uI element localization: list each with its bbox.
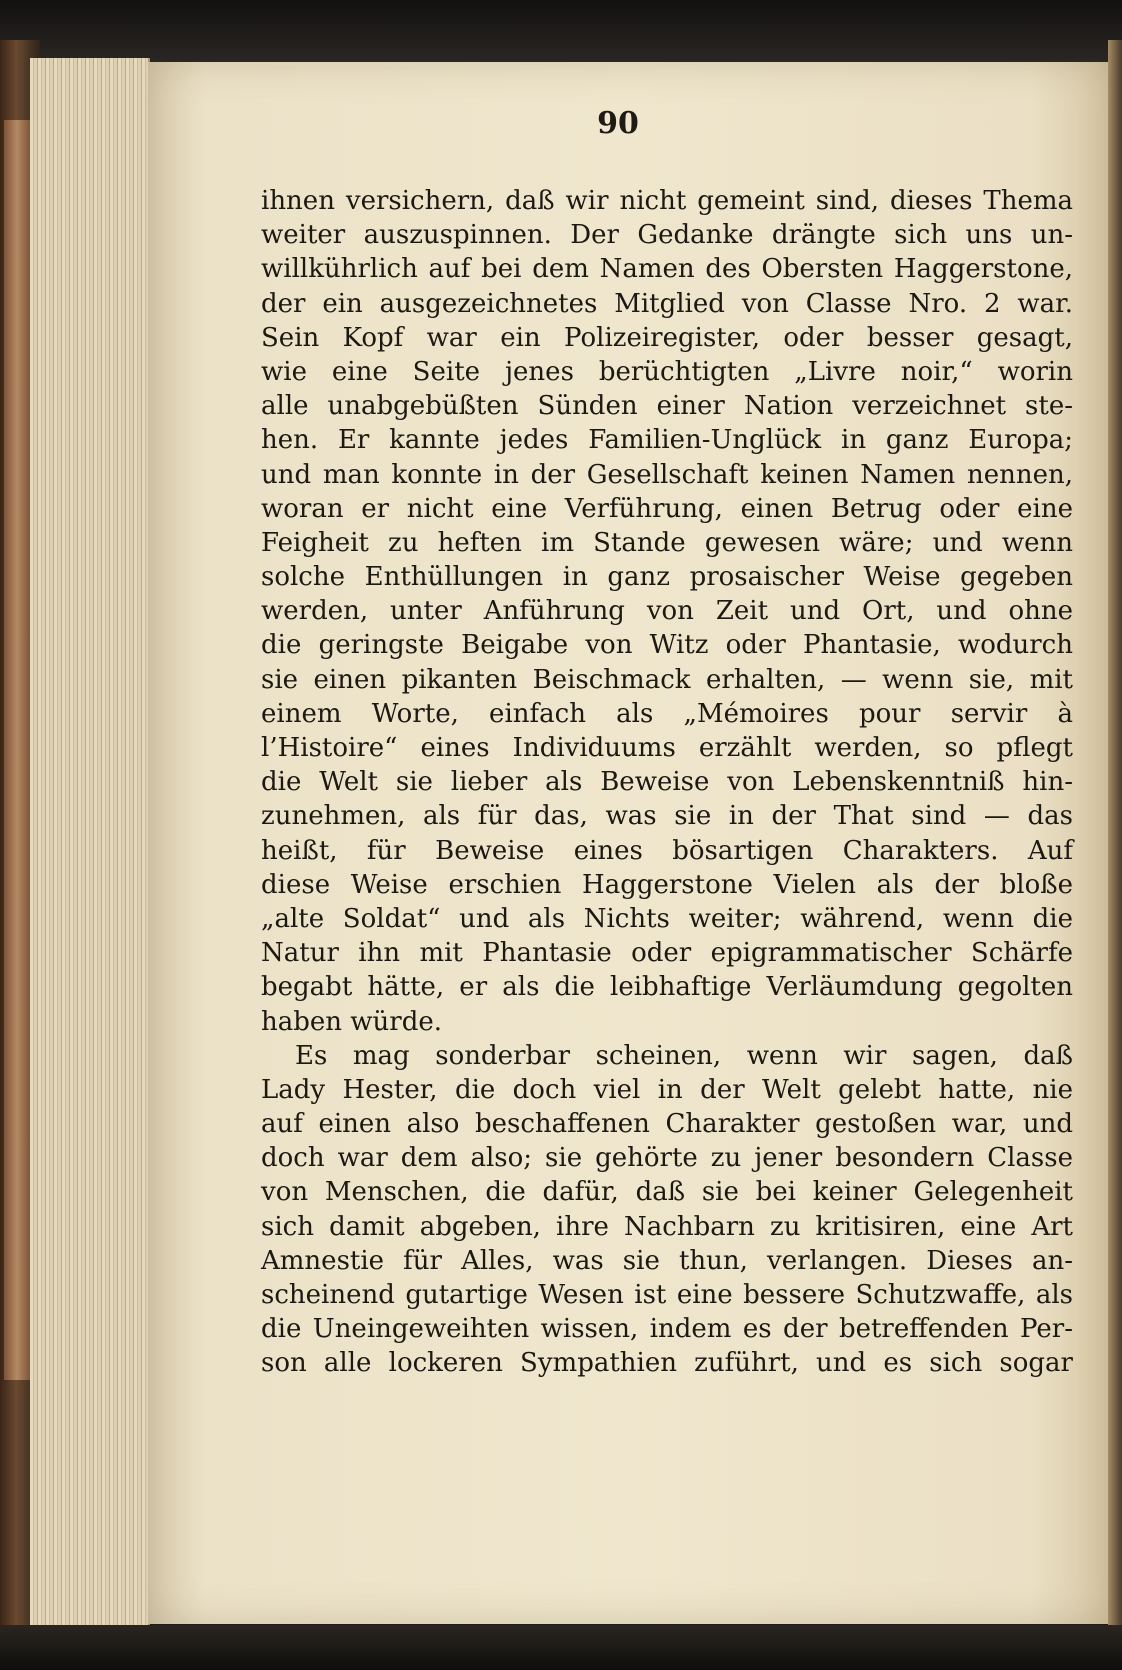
text-line: scheinend gutartige Wesen ist eine bessere Schutzwaffe, als bbox=[261, 1280, 1073, 1310]
text-line: Es mag sonderbar scheinen, wenn wir sagen, daß bbox=[295, 1040, 1073, 1071]
text-line: zunehmen, als für das, was sie in der That sind — das bbox=[261, 801, 1073, 832]
cover-edge bbox=[4, 120, 30, 1380]
text-line: Feigheit zu heften im Stande gewesen wäre; und wenn bbox=[261, 527, 1073, 558]
text-line: der ein ausgezeichnetes Mitglied von Classe Nro. 2 war. bbox=[261, 288, 1073, 319]
book-bottom-edge bbox=[0, 1625, 1122, 1670]
text-line: solche Enthüllungen in ganz prosaischer Weise gegeben bbox=[261, 562, 1073, 593]
text-line: werden, unter Anführung von Zeit und Ort, und ohne bbox=[261, 596, 1073, 627]
book-top-edge bbox=[0, 0, 1122, 62]
page-stack-edges bbox=[30, 58, 150, 1628]
text-line: heißt, für Beweise eines bösartigen Charakters. Auf bbox=[261, 835, 1073, 866]
text-line: l’Histoire“ eines Individuums erzählt werden, so pflegt bbox=[261, 733, 1073, 763]
text-line: einem Worte, einfach als „Mémoires pour servir à bbox=[261, 698, 1073, 729]
text-line: sich damit abgeben, ihre Nachbarn zu kritisiren, eine Art bbox=[261, 1211, 1073, 1242]
text-line: Natur ihn mit Phantasie oder epigrammatischer Schärfe bbox=[261, 938, 1073, 969]
text-line: die geringste Beigabe von Witz oder Phantasie, wodurch bbox=[261, 630, 1073, 661]
page-number: 90 bbox=[597, 106, 639, 141]
text-line: die Welt sie lieber als Beweise von Lebenskenntniß hin- bbox=[261, 767, 1073, 798]
text-line: „alte Soldat“ und als Nichts weiter; während, wenn die bbox=[261, 903, 1073, 934]
text-line: von Menschen, die dafür, daß sie bei keiner Gelegenheit bbox=[261, 1177, 1073, 1208]
body-text bbox=[261, 184, 1073, 1381]
text-line: son alle lockeren Sympathien zuführt, und es sich sogar bbox=[261, 1348, 1073, 1379]
text-line: willkührlich auf bei dem Namen des Obersten Haggerstone, bbox=[261, 254, 1073, 285]
text-line: woran er nicht eine Verführung, einen Betrug oder eine bbox=[261, 493, 1073, 524]
text-line: begabt hätte, er als die leibhaftige Verläumdung gegolten bbox=[261, 972, 1073, 1003]
text-line: hen. Er kannte jedes Familien-Unglück in ganz Europa; bbox=[261, 425, 1073, 456]
text-line: weiter auszuspinnen. Der Gedanke drängte sich uns un- bbox=[261, 220, 1073, 251]
text-line: alle unabgebüßten Sünden einer Nation verzeichnet ste- bbox=[261, 391, 1073, 422]
text-line: ihnen versichern, daß wir nicht gemeint sind, dieses Thema bbox=[261, 186, 1073, 216]
text-line: haben würde. bbox=[261, 1006, 443, 1037]
text-line: wie eine Seite jenes berüchtigten „Livre noir,“ worin bbox=[261, 356, 1073, 387]
text-line: auf einen also beschaffenen Charakter gestoßen war, und bbox=[261, 1109, 1073, 1140]
text-line: doch war dem also; sie gehörte zu jener besondern Classe bbox=[261, 1143, 1073, 1174]
text-line: und man konnte in der Gesellschaft keinen Namen nennen, bbox=[261, 459, 1073, 490]
text-line: Lady Hester, die doch viel in der Welt gelebt hatte, nie bbox=[261, 1074, 1073, 1105]
text-line: diese Weise erschien Haggerstone Vielen als der bloße bbox=[261, 869, 1073, 900]
text-line: Sein Kopf war ein Polizeiregister, oder besser gesagt, bbox=[261, 322, 1073, 353]
book-right-edge bbox=[1108, 40, 1122, 1630]
book-page bbox=[148, 62, 1108, 1624]
text-line: die Uneingeweihten wissen, indem es der betreffenden Per- bbox=[261, 1314, 1073, 1345]
text-line: sie einen pikanten Beischmack erhalten, — wenn sie, mit bbox=[261, 664, 1073, 695]
text-line: Amnestie für Alles, was sie thun, verlangen. Dieses an- bbox=[261, 1245, 1073, 1276]
